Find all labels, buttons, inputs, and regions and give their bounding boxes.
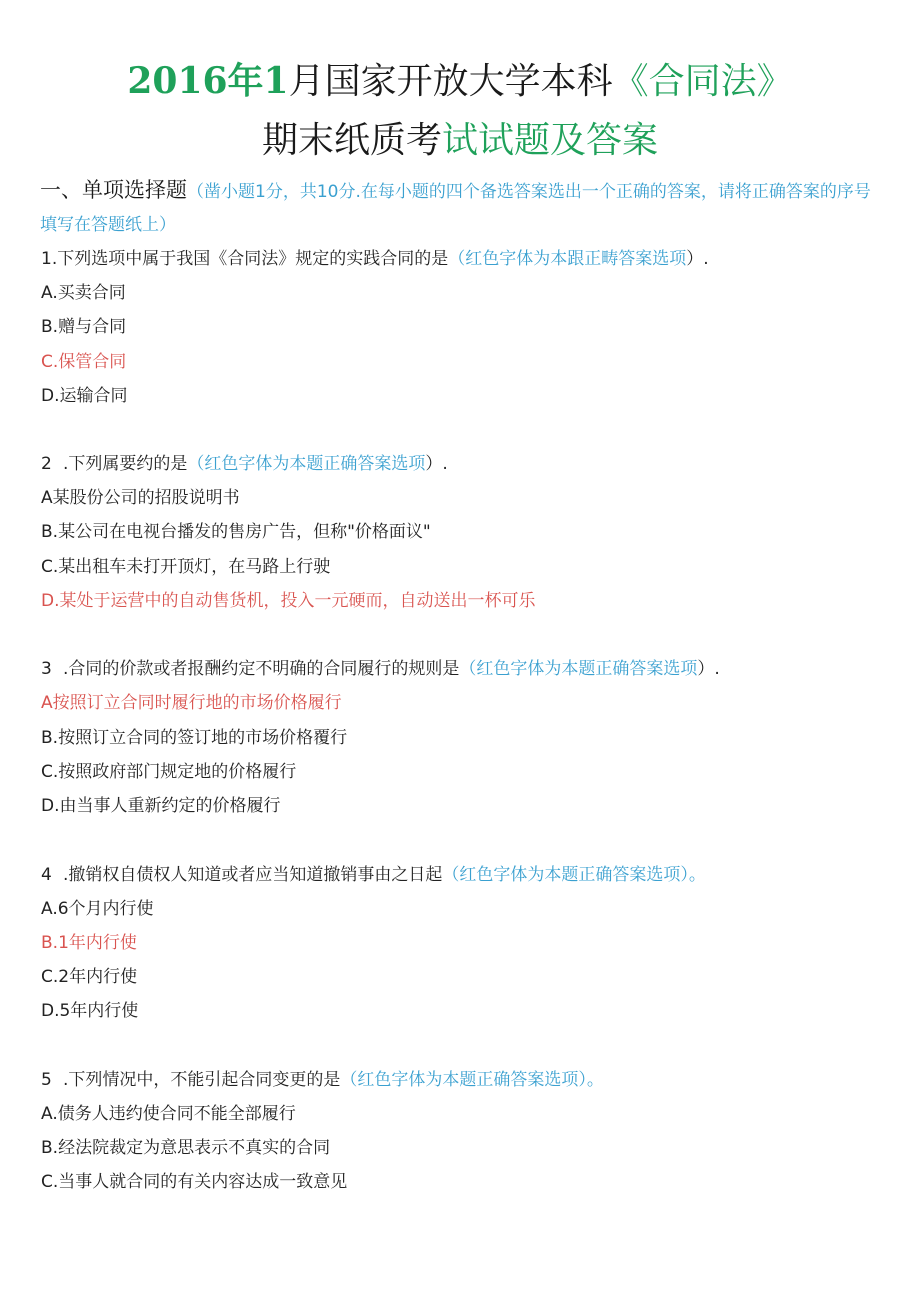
question-number: 5 (41, 1069, 52, 1090)
question-hint: （红色字体为本题正确答案选项 (459, 659, 698, 680)
title-line-1 (0, 56, 920, 107)
spacer (41, 413, 881, 447)
question-2-option-c: C.某出租车未打开顶灯，在马路上行驶 (41, 556, 331, 577)
question-2-option-b: B.某公司在电视台播发的售房广告，但称"价格面议" (41, 522, 431, 543)
question-3-stem (41, 652, 881, 686)
question-1-stem (41, 242, 881, 276)
question-2-stem (41, 447, 881, 481)
title-year: 2016年1 (127, 60, 289, 102)
question-hint: （红色字体为本题正确答案选项）。 (442, 864, 706, 885)
question-4-option-d: D.5年内行使 (41, 1001, 139, 1022)
question-list (41, 242, 881, 1200)
question-number: 3 (41, 659, 52, 680)
section-instructions: （凿小题1分，共10分.在每小题的四个备选答案选出一个正确的答案，请将正确答案的序号填写在答题纸上） (40, 182, 871, 235)
question-text: .下列属要约的是 (63, 454, 188, 475)
question-5-stem (41, 1063, 881, 1097)
question-text: .撤销权自债权人知道或者应当知道撤销事由之日起 (63, 864, 443, 885)
question-hint: （红色字体为本题正确答案选项 (187, 454, 426, 475)
question-hint: （红色字体为本题正确答案选项）。 (340, 1069, 604, 1090)
spacer (41, 824, 881, 858)
question-4-option-c: C.2年内行使 (41, 967, 138, 988)
question-1-option-d: D.运输合同 (41, 385, 128, 406)
question-end: ）. (686, 249, 709, 269)
title-university: 月国家开放大学本科 (288, 61, 613, 102)
question-5-option-c: C.当事人就合同的有关内容达成一致意见 (41, 1172, 348, 1193)
question-text: .下列情况中，不能引起合同变更的是 (63, 1069, 341, 1090)
question-end: ）. (425, 454, 448, 475)
question-3-option-b: B.按照订立合同的签订地的市场价格覆行 (41, 727, 348, 748)
section-heading (40, 174, 876, 242)
title-line-2 (0, 116, 920, 166)
question-4-option-b-correct: B.1年内行使 (41, 932, 137, 953)
question-5-option-b: B.经法院裁定为意思表示不真实的合同 (41, 1138, 331, 1159)
spacer (41, 618, 881, 652)
question-3-option-a-correct: A按照订立合同时履行地的市场价格履行 (41, 693, 342, 714)
question-1-option-b: B.赠与合同 (41, 317, 127, 338)
question-3-option-c: C.按照政府部门规定地的价格履行 (41, 761, 297, 782)
question-1-option-a: A.买卖合同 (41, 283, 126, 303)
question-4-option-a: A.6个月内行使 (41, 898, 154, 919)
question-number: 4 (41, 864, 52, 885)
question-end: ）. (697, 659, 720, 680)
question-3-option-d: D.由当事人重新约定的价格履行 (41, 796, 281, 817)
title-exam-type: 期末纸质考 (261, 120, 442, 161)
title-answers: 试试题及答案 (442, 120, 659, 161)
title-subject: 《合同法》 (612, 61, 793, 102)
question-number: 2 (41, 454, 52, 475)
question-text: .合同的价款或者报酬约定不明确的合同履行的规则是 (63, 659, 460, 680)
question-1-option-c-correct: C.保管合同 (41, 351, 127, 372)
question-2-option-d-correct: D.某处于运营中的自动售货机，投入一元硬而，自动送出一杯可乐 (41, 591, 536, 612)
question-text: 1.下列选项中属于我国《合同法》规定的实践合同的是 (41, 249, 449, 269)
question-hint: （红色字体为本跟正畴答案选项 (448, 249, 687, 269)
question-5-option-a: A.债务人违约使合同不能全部履行 (41, 1103, 296, 1124)
question-4-stem (41, 858, 881, 892)
question-2-option-a: A某股份公司的招股说明书 (41, 488, 240, 509)
section-title: 一、单项选择题 (40, 178, 187, 202)
spacer (41, 1029, 881, 1063)
